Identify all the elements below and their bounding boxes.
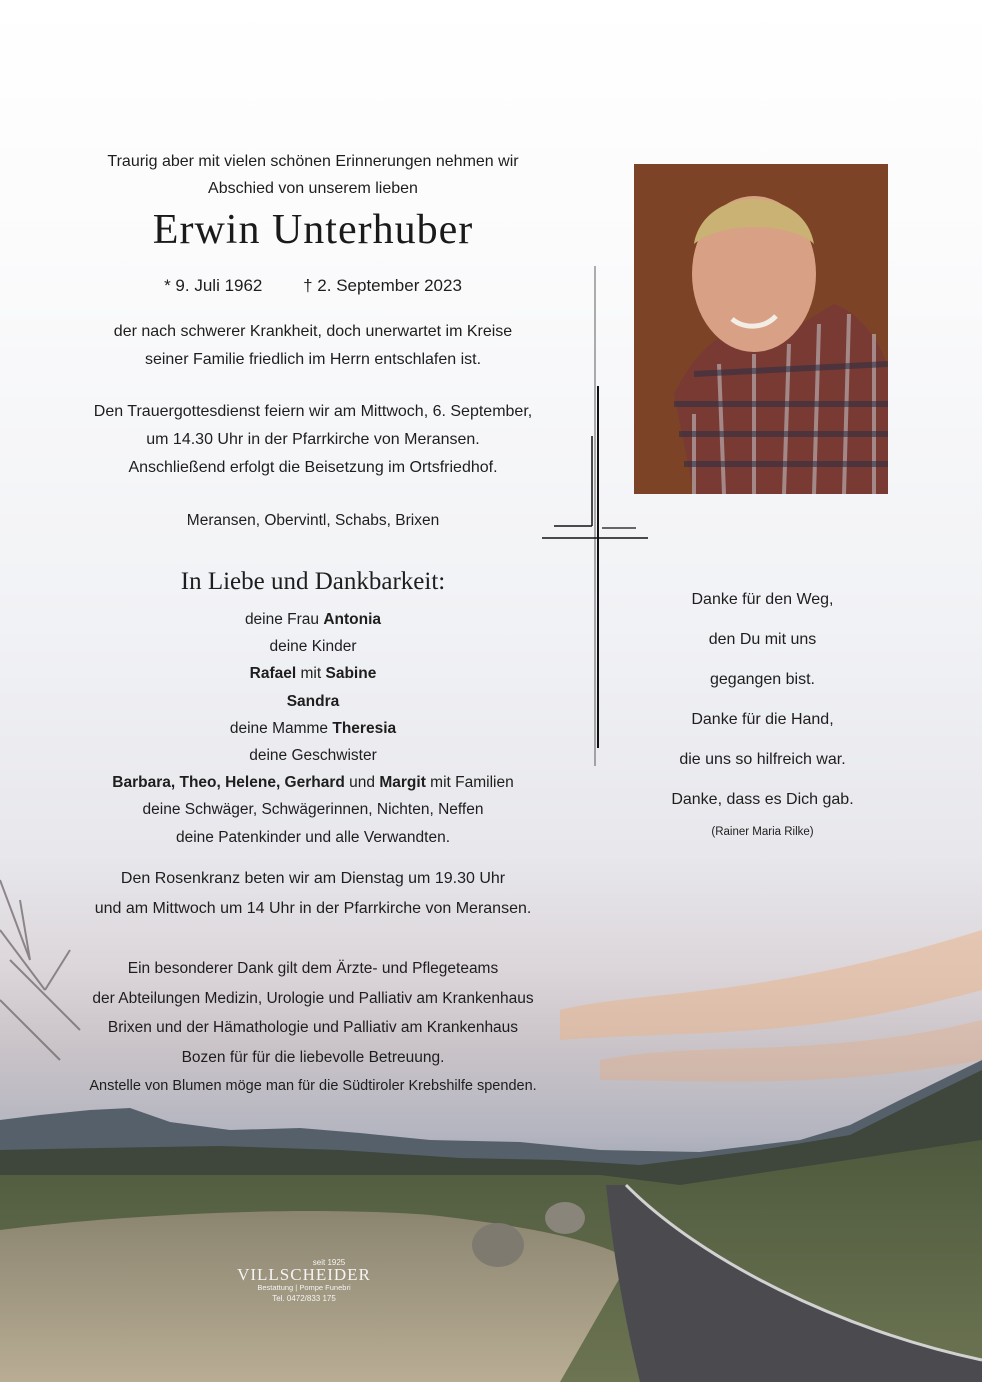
family-child-1: Rafael mit Sabine [249,665,377,683]
life-dates [60,276,566,296]
boulder [472,1223,524,1267]
portrait-photo [634,164,888,494]
intro-text [60,148,566,202]
logo-subtitle: Bestattung | Pompe Funebri [257,1283,351,1292]
poem-author: (Rainer Maria Rilke) [711,826,814,838]
family-siblings-label: deine Geschwister [249,747,377,765]
family-mother: deine Mamme Theresia [229,719,397,737]
sunset-cloud [560,930,982,1040]
funeral-service-text [60,398,566,482]
thanks-heading: In Liebe und Dankbarkeit: [180,568,446,595]
rosary-line-1: Den Rosenkranz beten wir am Dienstag um 19.30 Uhr [120,870,506,887]
family-list [60,606,566,851]
poem-line-2: den Du mit uns [708,631,817,648]
funeral-home-logo [224,1258,384,1305]
deceased-name: Erwin Unterhuber [152,207,474,253]
places: Meransen, Obervintl, Schabs, Brixen [186,512,440,529]
family-godchildren: deine Patenkinder und alle Verwandten. [175,828,451,846]
poem-line-1: Danke für den Weg, [691,591,834,608]
family-siblings: Barbara, Theo, Helene, Gerhard und Margit mit Familien [112,774,514,792]
poem-line-6: Danke, dass es Dich gab. [671,791,854,808]
poem [640,580,885,842]
poem-line-5: die uns so hilfreich war. [679,751,846,768]
family-wife: deine Frau Antonia [244,611,382,628]
service-line-2: um 14.30 Uhr in der Pfarrkirche von Meransen. [146,431,480,448]
death-date: † 2. September 2023 [303,276,462,295]
special-line-2: der Abteilungen Medizin, Urologie und Palliativ am Krankenhaus [92,989,534,1007]
passing-line-2: seiner Familie friedlich im Herrn entschlafen ist. [144,351,482,368]
rosary-text [60,864,566,924]
poem-line-4: Danke für die Hand, [691,711,834,728]
logo-phone: Tel. 0472/833 175 [272,1294,336,1303]
family-child-2: Sandra [286,692,340,710]
birth-date: * 9. Juli 1962 [164,276,263,295]
boulder-2 [545,1202,585,1234]
service-line-1: Den Trauergottesdienst feiern wir am Mittwoch, 6. September, [93,403,533,420]
intro-line-1: Traurig aber mit vielen schönen Erinnerungen nehmen wir [107,153,519,170]
service-line-3: Anschließend erfolgt die Beisetzung im Ortsfriedhof. [128,459,498,476]
passing-text [60,318,566,374]
logo-brand: VILLSCHEIDER [237,1265,371,1284]
donation-note: Anstelle von Blumen möge man für die Südtiroler Krebshilfe spenden. [89,1078,537,1094]
special-thanks-text [60,954,566,1102]
passing-line-1: der nach schwerer Krankheit, doch unerwartet im Kreise [113,323,513,340]
rosary-line-2: und am Mittwoch um 14 Uhr in der Pfarrkirche von Meransen. [94,900,532,917]
special-line-4: Bozen für für die liebevolle Betreuung. [181,1048,445,1066]
logo-since: seit 1925 [312,1258,346,1267]
special-line-1: Ein besonderer Dank gilt dem Ärzte- und Pflegeteams [127,960,499,977]
poem-line-3: gegangen bist. [710,671,815,688]
intro-line-2: Abschied von unserem lieben [208,180,418,197]
family-inlaws: deine Schwäger, Schwägerinnen, Nichten, Neffen [142,801,484,819]
family-children-label: deine Kinder [269,638,357,656]
special-line-3: Brixen und der Hämathologie und Palliativ am Krankenhaus [107,1019,519,1036]
